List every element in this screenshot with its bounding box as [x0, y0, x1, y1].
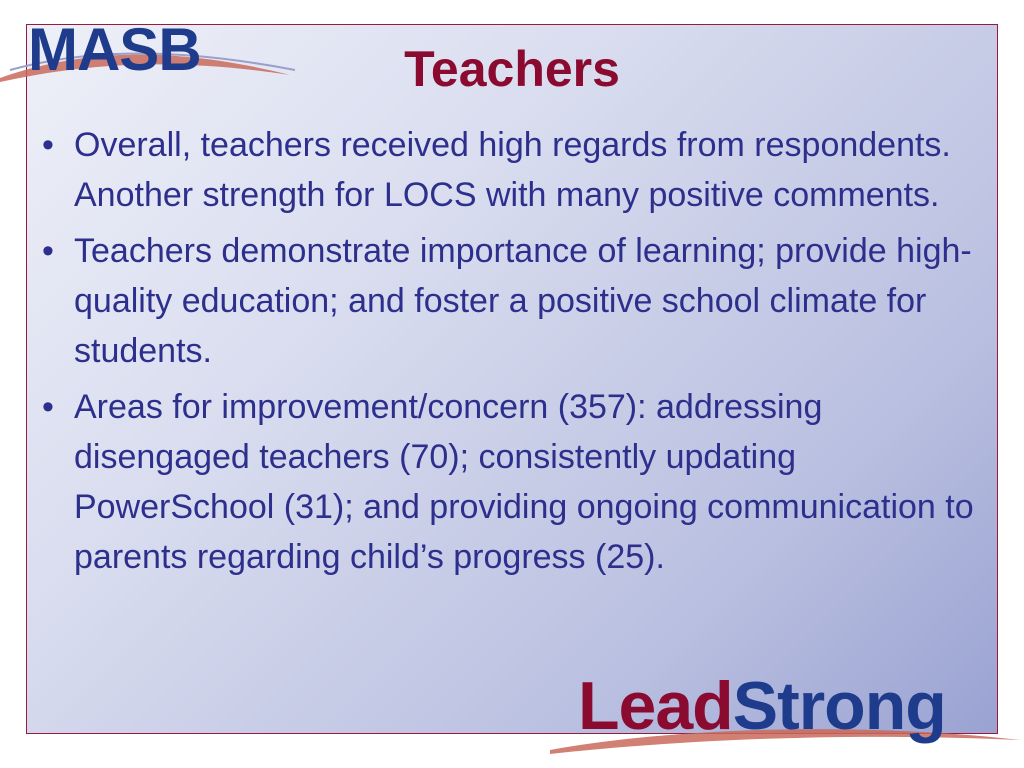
bullet-marker: • — [42, 388, 54, 426]
bullet-list — [32, 120, 992, 588]
bullet-item — [32, 382, 992, 582]
leadstrong-logo-strong: Strong — [732, 668, 946, 744]
leadstrong-logo-lead: Lead — [578, 668, 733, 744]
leadstrong-logo — [578, 668, 946, 744]
bullet-item — [32, 226, 992, 376]
slide-title: Teachers — [404, 41, 620, 97]
bullet-text: Teachers demonstrate importance of learning; provide high-quality education; and foster a positive school climate for students. — [74, 232, 972, 370]
bullet-item — [32, 120, 992, 220]
bullet-marker: • — [42, 232, 54, 270]
bullet-text: Overall, teachers received high regards from respondents. Another strength for LOCS with many positive comments. — [74, 126, 951, 214]
bullet-marker: • — [42, 126, 54, 164]
masb-logo: MASB — [28, 16, 201, 83]
bullet-text: Areas for improvement/concern (357): addressing disengaged teachers (70); consistently updating PowerSchool (31); and providing ongoing communication to parents regarding child’s progress (25). — [74, 388, 974, 576]
